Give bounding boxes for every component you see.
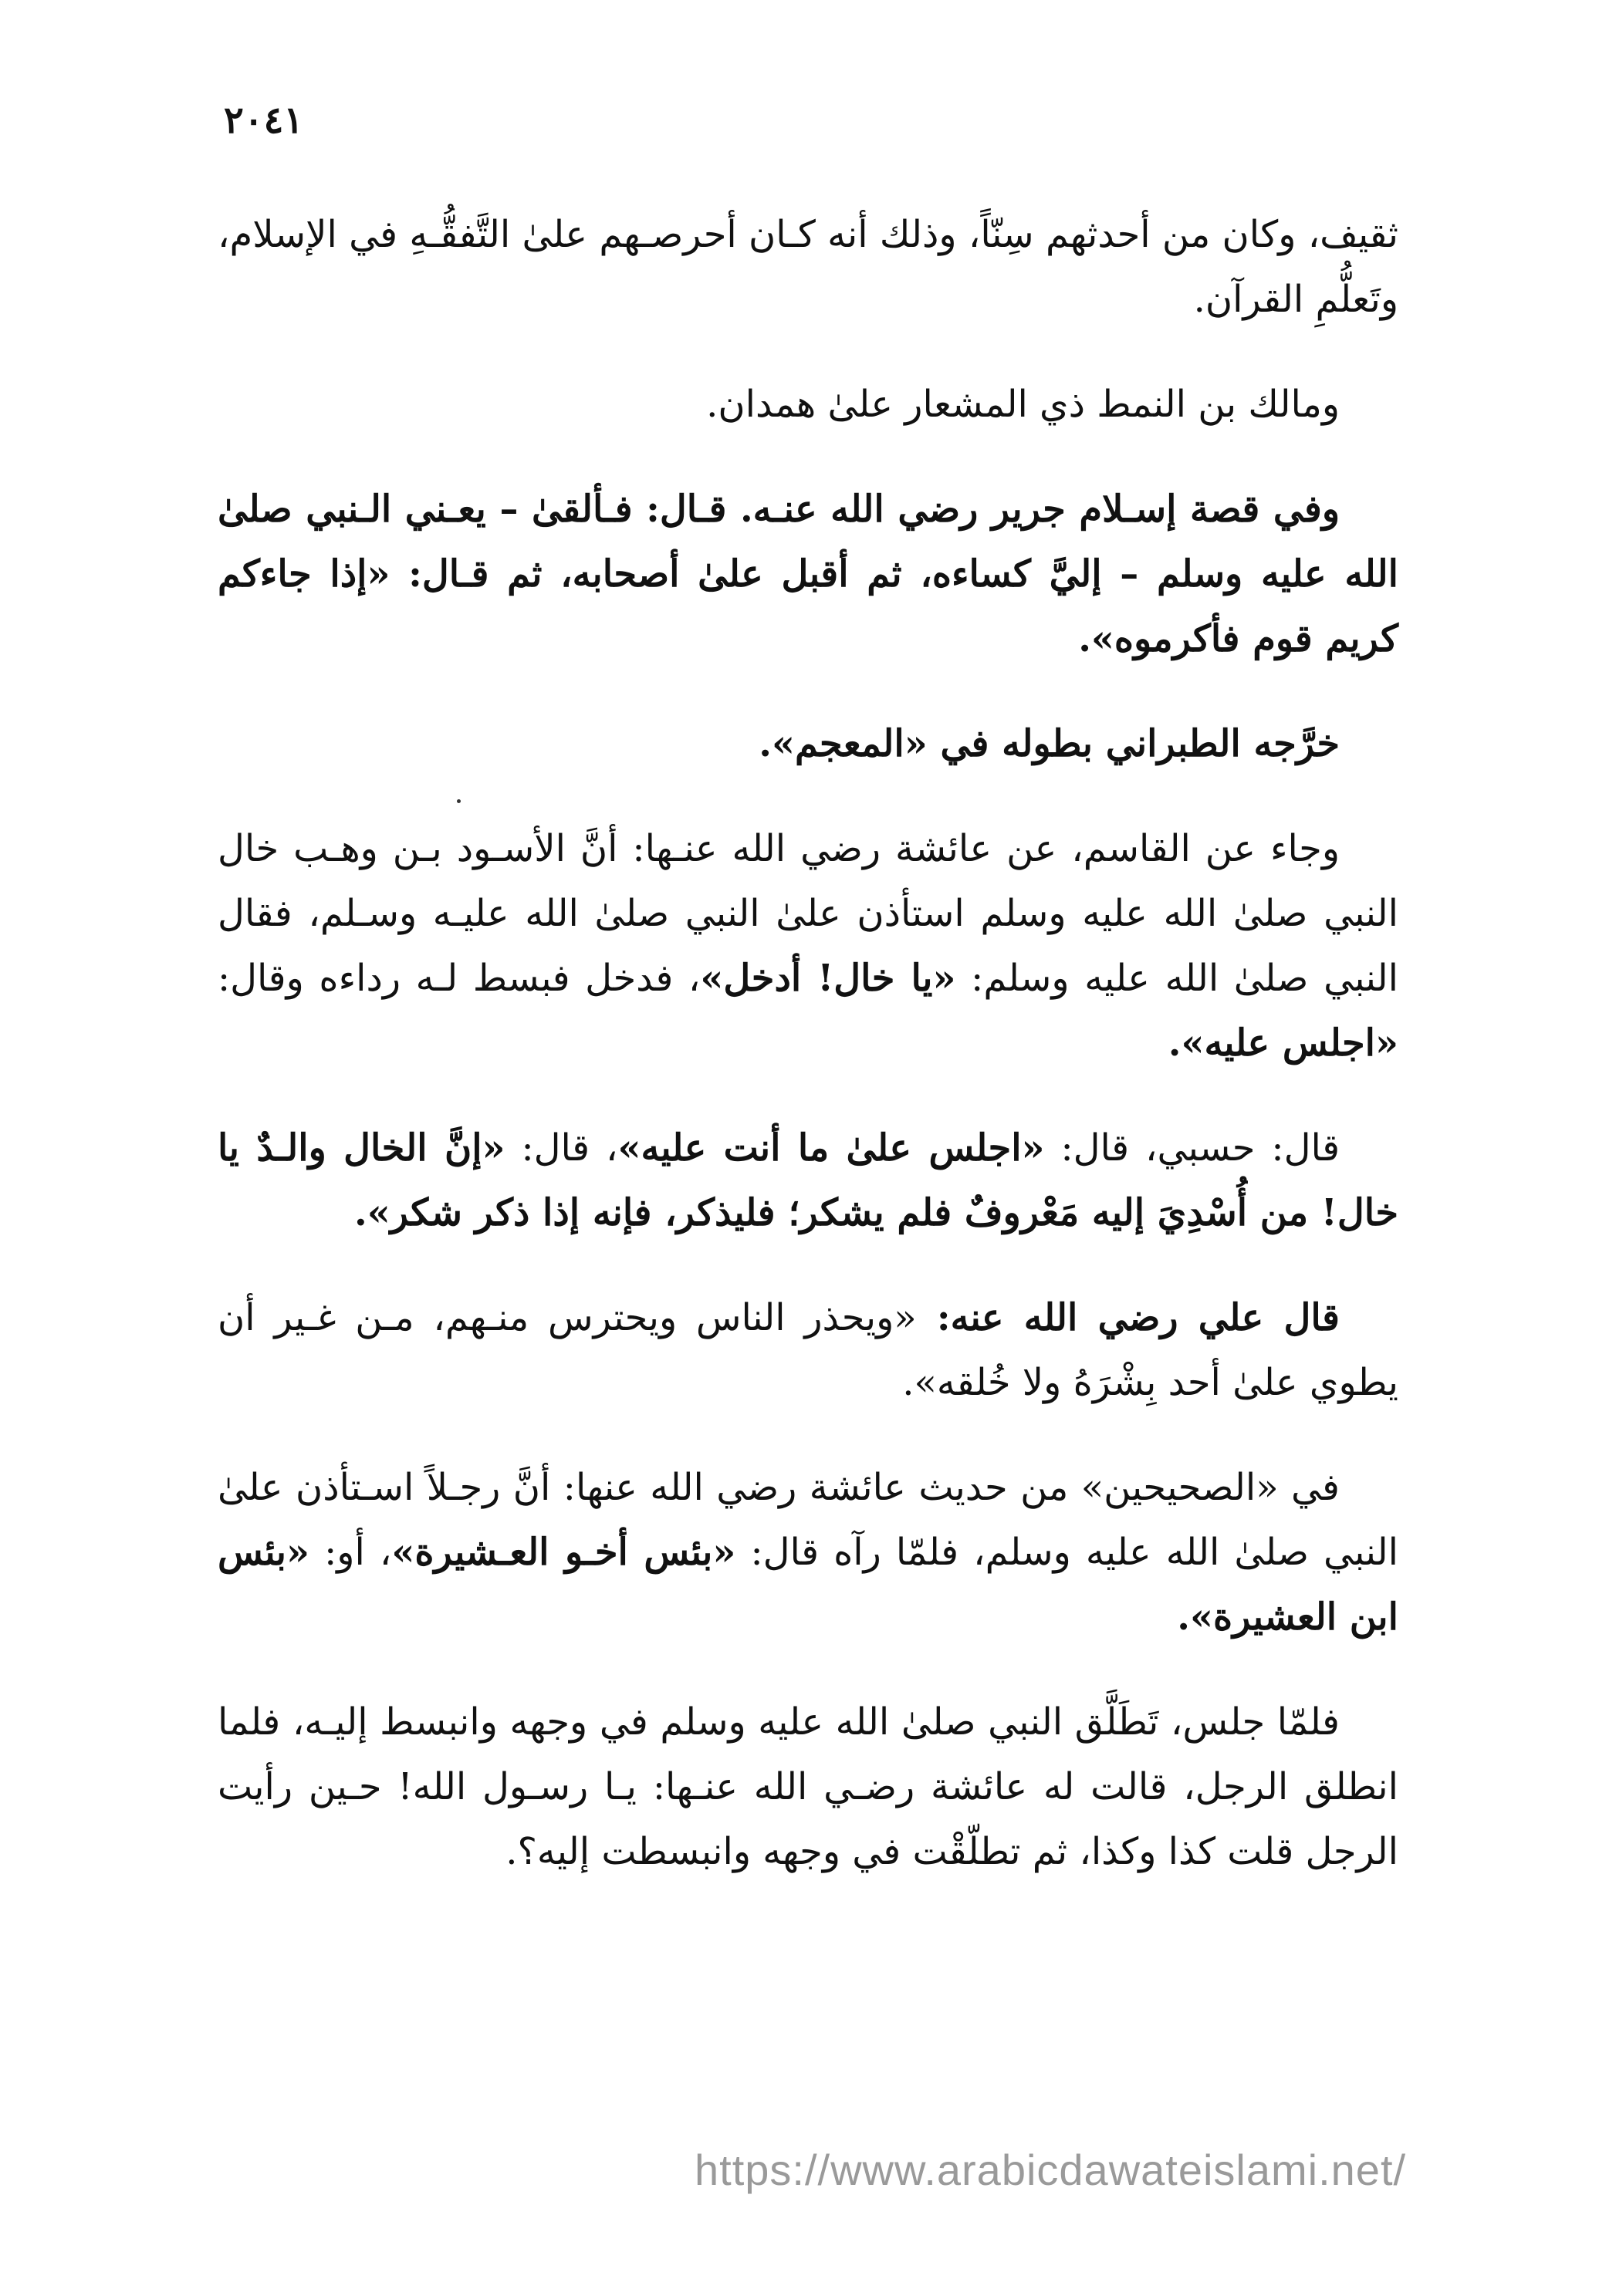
bold-text-span: «اجلس علىٰ ما أنت عليه» <box>617 1126 1045 1170</box>
text-span: ثقيف، وكان من أحدثهم سِنّاً، وذلك أنه كـان أحرصـهم علىٰ التَّفقُّـهِ في الإسلام، وتَعلُّمِ القرآن. <box>218 213 1398 321</box>
paragraph <box>218 1116 1398 1245</box>
paragraph <box>218 477 1398 671</box>
paragraph <box>218 372 1398 437</box>
bold-text-span: وفي قصة إسـلام جرير رضي الله عنـه. قـال: فـألقىٰ – يعـني الـنبي صلىٰ الله عليه وسلم – إليَّ كساءه، ثم أقبل علىٰ أصحابه، ثم قـال: <box>218 488 1399 596</box>
text-span: في «الصحيحين» من حديث عائشة رضي الله عنها: أنَّ رجـلاً اسـتأذن علىٰ النبي صلىٰ الله عليه وسلم، فلمّا رآه قال: <box>218 1466 1398 1574</box>
bold-text-span: «بئس أخـو العـشيرة» <box>391 1531 736 1574</box>
paragraph <box>218 1455 1398 1649</box>
body-text <box>218 202 1398 1924</box>
text-span: فلمّا جلس، تَطَلَّق النبي صلىٰ الله عليه وسلم في وجهه وانبسط إليـه، فلما انطلق الرجل، قالت له عائشة رضـي الله عنـها: يـا رسـول الله! حـين رأيت الرجل قلت كذا وكذا، ثم تطلّقْت في وجهه وانبسطت إليه؟. <box>218 1700 1398 1873</box>
text-span: ، قال: <box>505 1126 618 1170</box>
text-span: وجاء عن القاسم، عن عائشة رضي الله عنـها: أنَّ الأسـود بـن وهـب خال النبي صلىٰ الله عليه وسلم استأذن علىٰ النبي صلىٰ الله عليـه وسـلم، فقال النبي صلىٰ الله عليه وسلم: <box>218 827 1399 1000</box>
bold-text-span: قال علي رضي الله عنه: <box>916 1296 1340 1339</box>
paragraph <box>218 816 1398 1075</box>
text-span: ، فدخل فبسط لـه رداءه وقال: <box>218 957 701 1000</box>
bold-text-span: «يا خال! أدخل» <box>700 957 956 1000</box>
watermark-url: https://www.arabicdawateislami.net/ <box>695 2146 1407 2194</box>
text-span: ومالك بن النمط ذي المشعار علىٰ همدان. <box>706 383 1340 426</box>
paragraph <box>218 711 1398 776</box>
paragraph <box>218 1690 1398 1884</box>
bold-text-span: «بئس ابن العشيرة». <box>218 1531 1398 1639</box>
paragraph <box>218 202 1398 332</box>
text-span: ، أو: <box>309 1531 392 1574</box>
text-span: قال: حسبي، قال: <box>1044 1126 1340 1170</box>
stray-dot <box>457 799 461 803</box>
bold-text-span: «اجلس عليه». <box>1168 1021 1398 1065</box>
bold-text-span: «إذا جاءكم كريم قوم فأكرموه». <box>218 552 1398 660</box>
paragraph <box>218 1285 1398 1415</box>
bold-text-span: خرَّجه الطبراني بطوله في «المعجم». <box>759 722 1340 765</box>
page-number: ٢٠٤١ <box>224 99 304 142</box>
text-span: «ويحذر الناس ويحترس منـهم، مـن غـير أن يطوي علىٰ أحد بِشْرَهُ ولا خُلقه». <box>218 1296 1398 1404</box>
bold-text-span: «إنَّ الخال والـدٌ يا خال! من أُسْدِيَ إليه مَعْروفٌ فلم يشكر؛ فليذكر، فإنه إذا ذكر شكر». <box>218 1126 1398 1234</box>
